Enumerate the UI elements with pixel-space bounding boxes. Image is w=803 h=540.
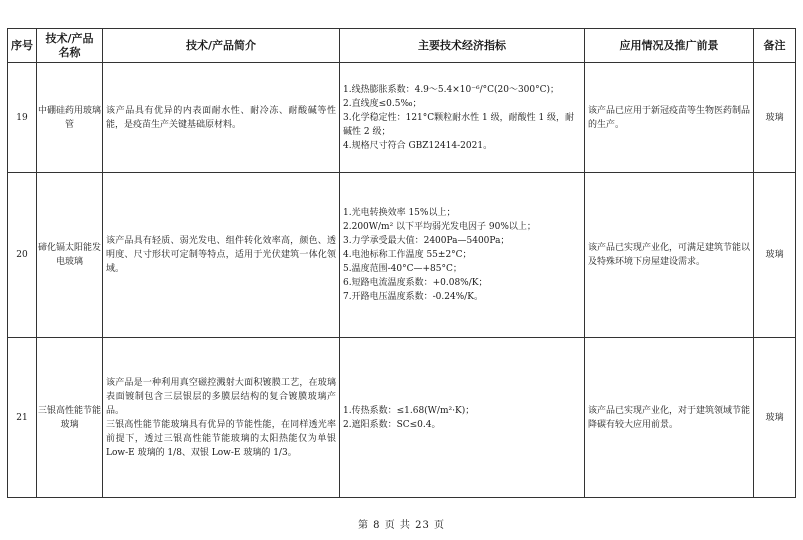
desc-paragraph: 该产品是一种利用真空磁控溅射大面积镀膜工艺，在玻璃表面镀制包含三层银层的多膜层结构的复合镀膜玻璃产品。	[106, 377, 336, 416]
spec-line: 2.直线度≤0.5‰；	[343, 98, 422, 109]
spec-line: 3.化学稳定性：121°C颗粒耐水性 1 级，耐酸性 1 级，耐碱性 2 级；	[343, 112, 575, 137]
row-app: 该产品已应用于新冠疫苗等生物医药制品的生产。	[585, 63, 754, 173]
row-name: 中硼硅药用玻璃管	[37, 63, 103, 173]
page-number-footer: 第 8 页 共 23 页	[358, 520, 445, 531]
header-spec: 主要技术经济指标	[340, 29, 585, 63]
row-specs	[340, 338, 585, 498]
table-header-row	[8, 29, 796, 63]
row-desc: 该产品具有优异的内表面耐水性、耐冷冻、耐酸碱等性能，是疫苗生产关键基础原材料。	[103, 63, 340, 173]
spec-line: 2.遮阳系数：SC≤0.4。	[343, 419, 441, 430]
row-no: 20	[8, 173, 37, 338]
desc-paragraph: 三银高性能节能玻璃具有优异的节能性能，在同样透光率前提下，透过三银高性能节能玻璃的太阳热能仅为单银 Low-E 玻璃的 1/8、双银 Low-E 玻璃的 1/3。	[106, 419, 336, 458]
spec-line: 4.电池标称工作温度 55±2°C；	[343, 250, 472, 260]
header-note: 备注	[754, 29, 796, 63]
row-name: 碲化镉太阳能发电玻璃	[37, 173, 103, 338]
spec-line: 5.温度范围-40°C—+85°C；	[343, 264, 462, 274]
row-name: 三银高性能节能玻璃	[37, 338, 103, 498]
spec-line: 6.短路电流温度系数：+0.08%/K；	[343, 278, 488, 288]
row-no: 19	[8, 63, 37, 173]
header-name-line2: 名称	[58, 45, 81, 59]
row-no: 21	[8, 338, 37, 498]
row-desc: 该产品具有轻质、弱光发电、组件转化效率高，颜色、透明度、尺寸形状可定制等特点，适用于光伏建筑一体化领域。	[103, 173, 340, 338]
header-no: 序号	[8, 29, 37, 63]
spec-line: 1.线热膨胀系数：4.9～5.4×10⁻⁶/°C(20～300°C)；	[343, 84, 560, 95]
row-desc	[103, 338, 340, 498]
row-specs	[340, 63, 585, 173]
spec-line: 1.光电转换效率 15%以上；	[343, 208, 456, 218]
spec-line: 2.200W/m² 以下平均弱光发电因子 90%以上；	[343, 222, 536, 232]
spec-line: 7.开路电压温度系数：-0.24%/K。	[343, 292, 483, 302]
row-note: 玻璃	[754, 63, 796, 173]
technology-table	[7, 28, 796, 498]
table-row	[8, 173, 796, 338]
header-desc: 技术/产品简介	[103, 29, 340, 63]
row-note: 玻璃	[754, 173, 796, 338]
row-specs	[340, 173, 585, 338]
row-note: 玻璃	[754, 338, 796, 498]
header-name	[37, 29, 103, 63]
spec-line: 3.力学承受最大值：2400Pa—5400Pa；	[343, 236, 510, 246]
header-name-line1: 技术/产品	[45, 31, 94, 45]
table-row	[8, 63, 796, 173]
table-row	[8, 338, 796, 498]
row-app: 该产品已实现产业化，对于建筑领域节能降碳有较大应用前景。	[585, 338, 754, 498]
header-app: 应用情况及推广前景	[585, 29, 754, 63]
row-app: 该产品已实现产业化，可满足建筑节能以及特殊环境下房屋建设需求。	[585, 173, 754, 338]
spec-line: 4.规格尺寸符合 GBZ12414-2021。	[343, 140, 493, 151]
spec-line: 1.传热系数：≤1.68(W/m²·K)；	[343, 405, 475, 416]
